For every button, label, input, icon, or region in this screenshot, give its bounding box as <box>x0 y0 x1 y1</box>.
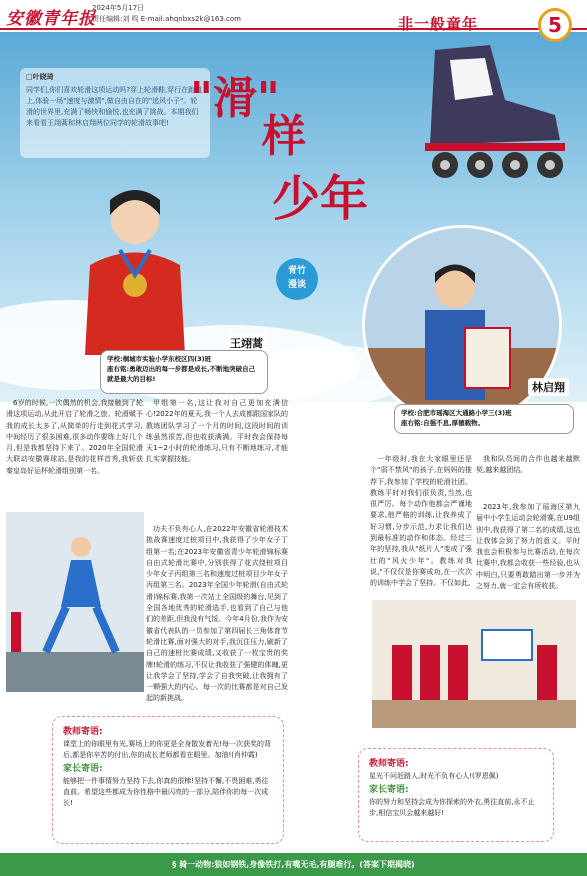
teacher-message: 课堂上的你眼里有光,赛场上的你更是全身散发着光!每一次获奖的背后,都是你辛苦的付出,你的成长老师都看在眼里。加油!(肖仲霞) <box>63 740 272 759</box>
kid1-school: 学校:桐城市实验小学东校区四(3)班 <box>107 355 212 363</box>
page-number: 5 <box>538 8 572 42</box>
kid2-motto: 座右铭:自强不息,厚德载物。 <box>401 419 485 427</box>
photo-wang-yihao <box>60 180 210 355</box>
article-column-1: 6岁的时候,一次偶然的机会,我接触到了轮滑这项运动,从此开启了轮滑之旅。轮滑赋予我的成长太多了,从简单的行走到花式学习,中间经历了很多困难,很多动作要练上好几个月,但是我都坚持下来了。2020年全国轮滑大联动安徽赛球站,是我的花样首秀,我斩获秦皇岛好运杯轮滑组别第一名。 <box>6 399 143 475</box>
team-photo-illustration <box>372 600 576 728</box>
parent-message: 你的努力和坚持会成为你探索的外衣,勇往直前,永不止步,相信宝贝会越来越好! <box>369 798 535 817</box>
article-column-2: 甲组第一名,这让我对自己更加充满信心!2022年的夏天,我一个人去成都跟国家队的教练团队学习了一个月的时间,这段时间的训练虽然很苦,但也收获满满。平时我会保持每天1~2小时的轮滑练习,只有不断地练习,才能扎实掌握技能。 <box>146 399 288 464</box>
newspaper-logo: 安徽青年报 <box>6 9 96 29</box>
kid2-name: 林启翔 <box>528 378 569 396</box>
roller-skate-illustration <box>395 40 570 190</box>
issue-date: 2024年5月17日 <box>92 4 145 12</box>
parent-message-heading: 家长寄语: <box>369 785 409 795</box>
headline-part-3: 少年 <box>272 171 369 227</box>
article-column-2-continued: 功夫不负有心人,在2022年安徽省轮滑技术挑战赛速度过桩项目中,我获得了少年女子丁组第一名;在2023年安徽省青少年轮滑锦标赛自由式轮滑比赛中,分别获得了花式绕桩项目少年女子丙组第三名和速度过桩项目少年女子丙组第三名。2023年全国少年轮滑(自由式轮滑)锦标赛,我第一次站上全国级的舞台,见到了全国各地优秀的轮滑选手,也看到了自己与他们的差距,但我没有气馁。今年4月份,我作为安徽省代表队的一员参加了第四届长三角体育节轮滑比赛,面对强大的对手,我沉住压力,刷新了自己的速桩比赛成绩,又收获了一枚宝贵的奖牌!轮滑的练习,不仅让我收获了强健的体魄,更让我学会了坚持,学会了自我突破,让我拥有了一颗强大的内心。每一次的比赛都是对自己发起的新挑战。 <box>146 525 288 703</box>
message-box-lin <box>358 748 554 842</box>
team-photo <box>372 600 576 728</box>
skating-action-photo <box>6 512 144 692</box>
intro-author: □叶晓琦 <box>26 73 54 81</box>
skating-action-illustration <box>6 512 144 692</box>
issue-info <box>92 3 241 25</box>
kid1-motto: 座右铭:勇敢迈出的每一步都是成长,不断地突破自己就是最大的目标! <box>107 365 256 383</box>
parent-message-heading: 家长寄语: <box>63 764 103 774</box>
teacher-message-heading: 教师寄语: <box>369 759 409 769</box>
headline-part-1: "滑" <box>190 73 280 124</box>
column-badge: 青竹 漫谈 <box>276 258 318 300</box>
teacher-message: 星光不问赶路人,时光不负有心人!(罗恩佩) <box>369 772 499 780</box>
editor-line: 责任编辑:刘 鸣 E-mail:ahqnbxs2k@163.com <box>92 15 241 23</box>
intro-text: 同学们,你们喜欢轮滑这项运动吗?穿上轮滑鞋,穿行在跑道上,体验一场"速度与激情",做自由自在的"追风小子"。轮滑的世界里,充满了畅快和愉悦,也充满了挑战。本期我们来看看王翊蒿和林启翔两位同学的轮滑故事吧! <box>26 86 203 127</box>
intro-box <box>20 68 210 158</box>
article-column-4: 我和队员间的合作也越来越默契,越来越团结。 <box>476 455 580 475</box>
message-box-wang <box>52 716 284 844</box>
riddle-footer: § 骑一动物:狼如钢铁,身像铁打,有嘴无毛,有腿难行。(答案下期揭晓) <box>0 853 587 876</box>
kid2-school: 学校:合肥市瑶海区大通路小学三(3)班 <box>401 409 512 417</box>
teacher-message-heading: 教师寄语: <box>63 727 103 737</box>
section-title: 非一般童年 <box>398 15 479 33</box>
headline-part-2: 样 <box>262 111 306 162</box>
article-column-4-continued: 2023年,我参加了瑶海区第九届中小学生运动会轮滑赛,在U9组别中,我获得了第二名的成绩,这也让我体会到了努力的意义。平时我也会积极参与比赛活动,在每次比赛中,我都会收获一些经验,也从中明白,只要勇敢踏出第一步并为之努力,就一定会有所收获。 <box>476 503 580 591</box>
article-column-3: 一年级时,我在大家眼里还是个"弱不禁风"的孩子,在妈妈的推荐下,我参加了学校的轮滑社团。教练平时对我们很负责,当然,也很严厉。每个动作他都会严谨地要求,他严格的训练,让我养成了好习惯,分步示范,力求让我们达到最标准的动作和体态。经过三年的坚持,我从"纸片人"变成了强壮的"风火少年"。教练对我说,"不仅仅是你赛成功,在一次次的训练中学会了坚持。不仅如此, <box>370 455 472 588</box>
kid2-caption <box>394 404 574 434</box>
kid1-caption <box>100 350 268 394</box>
kid1-name: 王翊蒿 <box>226 334 267 352</box>
parent-message: 能够把一件事情努力坚持下去,你真的很棒!坚持不懈,不畏困难,勇往直前。希望这些都成为你性格中最闪亮的一部分,陪伴你的每一次成长! <box>63 777 269 807</box>
